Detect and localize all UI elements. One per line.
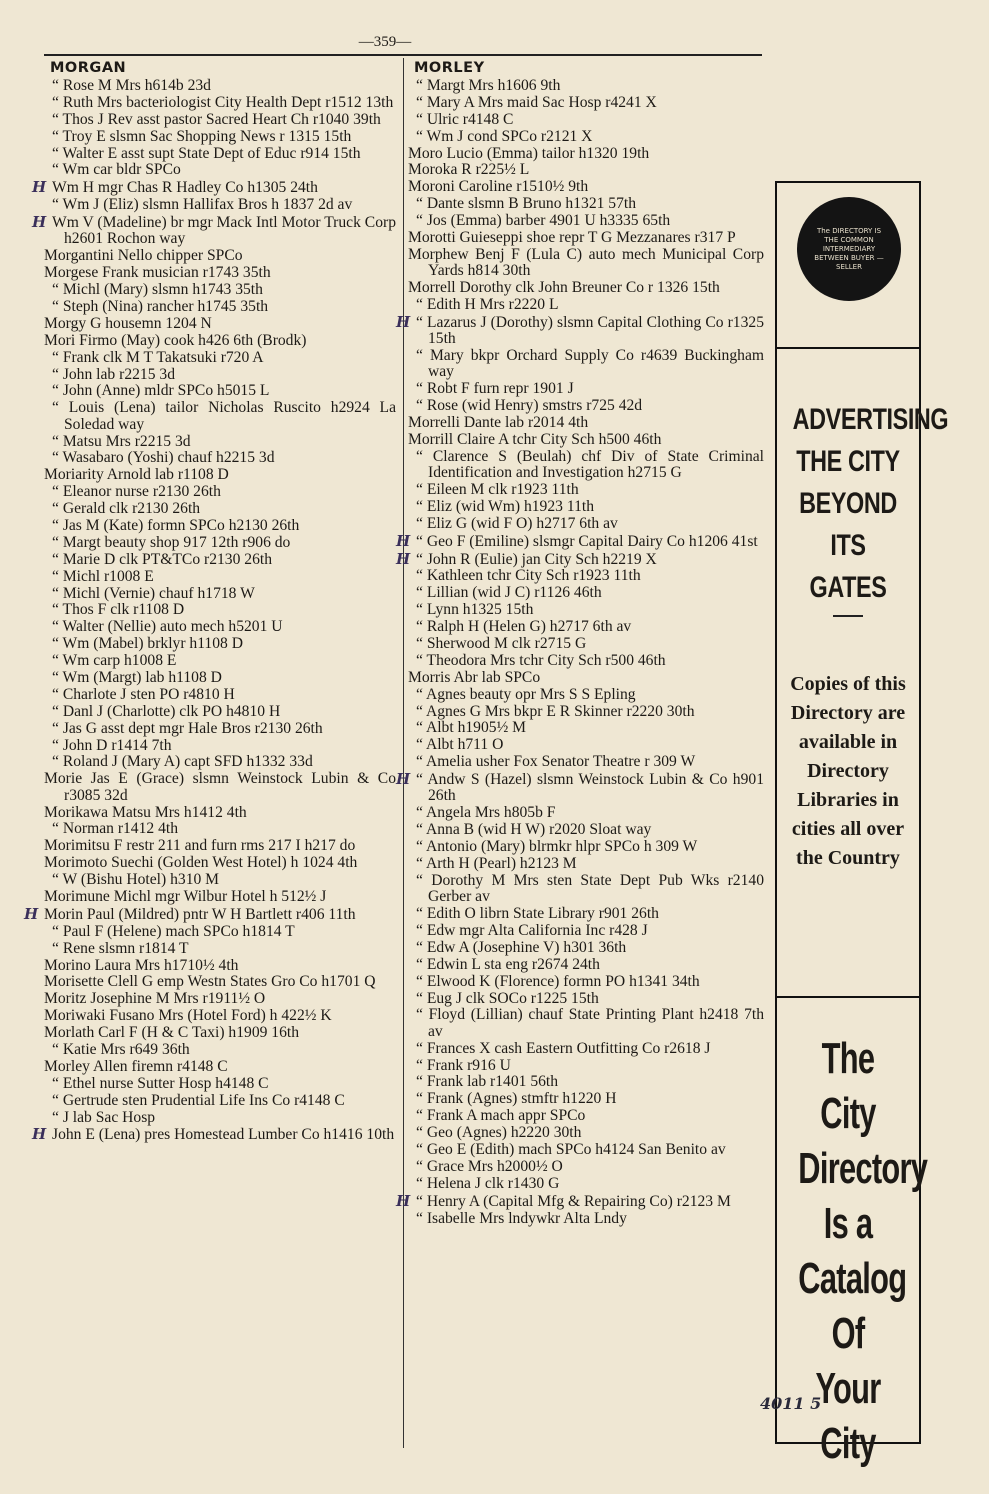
top-rule — [44, 54, 762, 56]
directory-entry — [44, 501, 396, 517]
directory-entry — [408, 415, 764, 431]
directory-entry — [44, 653, 396, 669]
entry-text: “ Kathleen tchr City Sch r1923 11th — [416, 567, 641, 585]
entry-text: “ John (Anne) mldr SPCo h5015 L — [52, 382, 270, 400]
entry-text: “ Ralph H (Helen G) h2717 6th av — [416, 618, 632, 636]
directory-entry — [44, 704, 396, 720]
entry-text: “ Elwood K (Florence) formn PO h1341 34th — [416, 972, 700, 990]
entry-text: “ Eliz (wid Wm) h1923 11th — [416, 497, 594, 515]
entry-text: “ Albt h711 O — [416, 736, 504, 754]
directory-entry — [44, 282, 396, 298]
entry-text: “ Andw S (Hazel) slsmn Weinstock Lubin & Co h901 26th — [416, 771, 764, 805]
directory-entry — [408, 1211, 764, 1227]
entry-text: “ Isabelle Mrs lndywkr Alta Lndy — [416, 1209, 627, 1227]
directory-entry — [408, 1142, 764, 1158]
directory-entry — [408, 704, 764, 720]
directory-entry — [408, 348, 764, 381]
left-column — [24, 58, 396, 1144]
entry-text: “ Agnes beauty opr Mrs S S Epling — [416, 685, 636, 703]
entry-text: “ Eleanor nurse r2130 26th — [52, 483, 221, 501]
entry-text: “ Geo F (Emiline) slsmgr Capital Dairy Co h1206 41st — [416, 532, 758, 550]
copies-available-notice: Copies of this Directory are available in Directory Libraries in cities all over the Country — [790, 673, 906, 869]
entry-text: Moroni Caroline r1510½ 9th — [408, 178, 589, 196]
directory-entry — [44, 974, 396, 990]
directory-entry — [408, 78, 764, 94]
directory-entry — [408, 398, 764, 414]
entry-text: “ Edith O librn State Library r901 26th — [416, 905, 659, 923]
entry-text: “ Wm carp h1008 E — [52, 652, 177, 670]
entry-text: Mori Firmo (May) cook h426 6th (Brodk) — [44, 331, 307, 349]
entry-text: Morimitsu F restr 211 and furn rms 217 I h217 do — [44, 837, 356, 855]
directory-entry — [44, 855, 396, 871]
entry-text: John E (Lena) pres Homestead Lumber Co h1416 10th — [52, 1126, 395, 1144]
left-column-header: MORGAN — [50, 60, 127, 76]
entry-text: “ Frank A mach appr SPCo — [416, 1107, 586, 1125]
entry-text: Moro Lucio (Emma) tailor h1320 19th — [408, 144, 650, 162]
entry-text: “ Gertrude sten Prudential Life Ins Co r4148 C — [52, 1091, 345, 1109]
directory-entry — [44, 738, 396, 754]
directory-entry — [44, 619, 396, 635]
directory-entry — [408, 974, 764, 990]
directory-entry — [44, 687, 396, 703]
directory-entry — [408, 1074, 764, 1090]
directory-entry — [44, 1076, 396, 1092]
directory-entry — [44, 265, 396, 281]
entry-text: Moriarity Arnold lab r1108 D — [44, 466, 229, 484]
directory-entry — [44, 838, 396, 854]
entry-text: “ Michl (Vernie) chauf h1718 W — [52, 584, 255, 602]
entry-text: “ Walter (Nellie) auto mech h5201 U — [52, 618, 283, 636]
entry-text: Wm V (Madeline) br mgr Mack Intl Motor Truck Corp h2601 Rochon way — [52, 214, 396, 248]
directory-entry — [408, 670, 764, 686]
entry-text: “ Margt Mrs h1606 9th — [416, 77, 561, 94]
entry-text: Morin Paul (Mildred) pntr W H Bartlett r406 11th — [44, 905, 356, 923]
directory-entry — [408, 297, 764, 313]
entry-text: “ Frances X cash Eastern Outfitting Co r2618 J — [416, 1039, 711, 1057]
directory-entry — [408, 822, 764, 838]
directory-entry — [408, 95, 764, 111]
entry-text: “ Ulric r4148 C — [416, 110, 514, 128]
directory-entry — [408, 1007, 764, 1040]
directory-entry — [44, 721, 396, 737]
directory-entry — [44, 602, 396, 618]
directory-entry — [408, 162, 764, 178]
left-entry-list — [24, 77, 396, 1144]
directory-entry — [408, 602, 764, 618]
directory-entry: H Morin Paul (Mildred) pntr W H Bartlett r406 11th — [24, 904, 356, 923]
directory-entry — [44, 484, 396, 500]
entry-text: Wm H mgr Chas R Hadley Co h1305 24th — [52, 179, 318, 197]
entry-text: Morphew Benj F (Lula C) auto mech Municipal Corp Yards h814 30th — [408, 245, 764, 280]
directory-entry — [44, 535, 396, 551]
directory-entry — [44, 129, 396, 145]
directory-entry — [408, 636, 764, 652]
directory-entry: H “ Lazarus J (Dorothy) slsmn Capital Clothing Co r1325 15th — [396, 312, 764, 348]
entry-text: Morgese Frank musician r1743 35th — [44, 264, 271, 282]
entry-text: “ Frank (Agnes) stmftr h1220 H — [416, 1090, 617, 1108]
directory-entry — [408, 737, 764, 753]
directory-entry — [44, 1110, 396, 1126]
sidebar-divider — [777, 996, 919, 998]
directory-entry — [44, 569, 396, 585]
directory-entry — [408, 754, 764, 770]
directory-entry — [44, 1008, 396, 1024]
entry-text: “ Edith H Mrs r2220 L — [416, 295, 559, 313]
entry-text: “ Matsu Mrs r2215 3d — [52, 432, 191, 450]
entry-text: “ Norman r1412 4th — [52, 820, 179, 838]
entry-text: Moroka R r225½ L — [408, 161, 530, 179]
directory-entry — [408, 516, 764, 532]
entry-text: “ Amelia usher Fox Senator Theatre r 309 W — [416, 753, 696, 771]
entry-text: “ Marie D clk PT&TCo r2130 26th — [52, 550, 273, 568]
directory-entry — [408, 196, 764, 212]
directory-entry — [408, 720, 764, 736]
directory-entry — [44, 78, 396, 94]
directory-entry — [408, 146, 764, 162]
directory-entry — [408, 1125, 764, 1141]
page-number: —359— — [358, 34, 412, 50]
advertising-slogan: ADVERTISING THE CITY BEYOND ITS GATES — [792, 403, 949, 604]
entry-text: “ Jas M (Kate) formn SPCo h2130 26th — [52, 516, 300, 534]
directory-entry — [44, 552, 396, 568]
directory-entry — [408, 957, 764, 973]
entry-text: Morlath Carl F (H & C Taxi) h1909 16th — [44, 1024, 300, 1042]
entry-text: “ Thos J Rev asst pastor Sacred Heart Ch r1040 39th — [52, 110, 381, 128]
entry-text: “ Rose (wid Henry) smstrs r725 42d — [416, 397, 643, 415]
entry-text: “ Theodora Mrs tchr City Sch r500 46th — [416, 651, 666, 669]
entry-text: Morisette Clell G emp Westn States Gro Co h1701 Q — [44, 973, 376, 991]
entry-text: “ Walter E asst supt State Dept of Educ r914 15th — [52, 144, 361, 162]
directory-entry — [44, 367, 396, 383]
entry-text: “ Floyd (Lillian) chauf State Printing Plant h2418 7th av — [416, 1006, 764, 1040]
directory-entry — [408, 1041, 764, 1057]
entry-text: Morrill Claire A tchr City Sch h500 46th — [408, 430, 662, 448]
directory-entry — [44, 450, 396, 466]
entry-text: “ Clarence S (Beulah) chf Div of State Criminal Identification and Investigation h2715 G — [416, 447, 764, 482]
directory-entry — [44, 872, 396, 888]
directory-entry — [44, 941, 396, 957]
directory-entry — [408, 839, 764, 855]
directory-entry — [44, 518, 396, 534]
directory-entry — [408, 112, 764, 128]
entry-text: “ Michl r1008 E — [52, 567, 154, 585]
directory-entry — [44, 889, 396, 905]
directory-entry — [44, 400, 396, 433]
entry-text: Morgy G housemn 1204 N — [44, 314, 212, 332]
entry-text: Moritz Josephine M Mrs r1911½ O — [44, 990, 266, 1008]
directory-entry — [408, 1108, 764, 1124]
catalog-slogan: The City Directory Is a Catalog Of Your City — [798, 1034, 928, 1468]
entry-text: “ Geo E (Edith) mach SPCo h4124 San Benito av — [416, 1140, 726, 1158]
entry-text: Morino Laura Mrs h1710½ 4th — [44, 956, 239, 974]
directory-entry — [44, 467, 396, 483]
entry-text: “ Robt F furn repr 1901 J — [416, 380, 574, 398]
entry-text: “ Gerald clk r2130 26th — [52, 500, 201, 518]
directory-entry: H John E (Lena) pres Homestead Lumber Co h1416 10th — [32, 1125, 395, 1144]
entry-text: “ Arth H (Pearl) h2123 M — [416, 855, 577, 872]
directory-entry — [44, 95, 396, 111]
directory-entry — [408, 1176, 764, 1192]
entry-text: “ Frank clk M T Takatsuki r720 A — [52, 348, 264, 366]
right-column — [396, 58, 764, 1227]
directory-seal — [797, 197, 901, 301]
directory-entry — [44, 805, 396, 821]
directory-entry — [44, 112, 396, 128]
entry-text: “ J lab Sac Hosp — [52, 1108, 156, 1126]
entry-text: “ Edwin L sta eng r2674 24th — [416, 955, 600, 973]
directory-entry — [408, 129, 764, 145]
directory-entry — [44, 771, 396, 804]
directory-entry — [408, 906, 764, 922]
entry-text: “ Sherwood M clk r2715 G — [416, 635, 587, 653]
directory-entry — [408, 653, 764, 669]
entry-text: “ Eug J clk SOCo r1225 15th — [416, 989, 599, 1007]
entry-text: “ John R (Eulie) jan City Sch h2219 X — [416, 550, 657, 568]
directory-entry — [408, 805, 764, 821]
entry-text: “ Frank r916 U — [416, 1056, 511, 1074]
entry-text: “ Grace Mrs h2000½ O — [416, 1157, 563, 1175]
entry-text: “ Rene slsmn r1814 T — [52, 939, 189, 957]
directory-entry — [44, 197, 396, 213]
directory-entry — [408, 499, 764, 515]
entry-text: “ Wm (Margt) lab h1108 D — [52, 668, 222, 686]
entry-text: “ Frank lab r1401 56th — [416, 1073, 559, 1091]
directory-entry — [408, 230, 764, 246]
entry-text: Morimune Michl mgr Wilbur Hotel h 512½ J — [44, 887, 327, 905]
entry-text: “ Lynn h1325 15th — [416, 601, 534, 619]
entry-text: “ Lazarus J (Dorothy) slsmn Capital Clothing Co r1325 15th — [416, 313, 764, 348]
directory-entry — [408, 247, 764, 280]
directory-entry — [408, 619, 764, 635]
directory-entry — [44, 586, 396, 602]
entry-text: “ Ruth Mrs bacteriologist City Health Dept r1512 13th — [52, 93, 394, 111]
entry-text: “ Wm (Mabel) brklyr h1108 D — [52, 635, 243, 653]
entry-text: “ Katie Mrs r649 36th — [52, 1040, 190, 1058]
sidebar-divider — [777, 347, 919, 349]
directory-entry — [44, 299, 396, 315]
directory-entry — [44, 924, 396, 940]
entry-text: “ Jas G asst dept mgr Hale Bros r2130 26th — [52, 719, 323, 737]
entry-text: “ Rose M Mrs h614b 23d — [52, 77, 211, 94]
directory-entry: H “ Geo F (Emiline) slsmgr Capital Dairy Co h1206 41st — [396, 531, 758, 550]
entry-text: “ Helena J clk r1430 G — [416, 1174, 560, 1192]
directory-entry — [408, 991, 764, 1007]
directory-entry — [44, 1093, 396, 1109]
directory-entry — [44, 248, 396, 264]
directory-entry — [408, 1058, 764, 1074]
entry-text: “ Danl J (Charlotte) clk PO h4810 H — [52, 702, 281, 720]
entry-text: “ Henry A (Capital Mfg & Repairing Co) r2123 M — [416, 1192, 731, 1210]
entry-text: “ Wasabaro (Yoshi) chauf h2215 3d — [52, 449, 275, 467]
entry-text: “ Edw A (Josephine V) h301 36th — [416, 938, 627, 956]
directory-entry — [44, 1025, 396, 1041]
entry-text: “ Geo (Agnes) h2220 30th — [416, 1124, 582, 1142]
directory-entry: H “ Andw S (Hazel) slsmn Weinstock Lubin & Co h901 26th — [396, 770, 764, 805]
entry-text: “ Charlote J sten PO r4810 H — [52, 685, 235, 703]
entry-text: “ Angela Mrs h805b F — [416, 804, 556, 822]
directory-entry — [44, 333, 396, 349]
entry-text: “ Roland J (Mary A) capt SFD h1332 33d — [52, 753, 313, 771]
directory-entry — [408, 1159, 764, 1175]
directory-entry — [408, 568, 764, 584]
seal-text: The DIRECTORY IS THE COMMON INTERMEDIARY BETWEEN BUYER — SELLER — [814, 226, 884, 271]
directory-entry — [408, 873, 764, 906]
entry-text: “ W (Bishu Hotel) h310 M — [52, 871, 220, 889]
directory-entry — [44, 1059, 396, 1075]
handwritten-note: 4011 5 — [760, 1394, 822, 1413]
entry-text: “ Jos (Emma) barber 4901 U h3335 65th — [416, 212, 671, 230]
directory-entry — [44, 821, 396, 837]
entry-text: “ Paul F (Helene) mach SPCo h1814 T — [52, 922, 295, 940]
directory-entry — [408, 482, 764, 498]
entry-text: Morrell Dorothy clk John Breuner Co r 1326 15th — [408, 279, 720, 297]
entry-text: “ Edw mgr Alta California Inc r428 J — [416, 921, 648, 939]
entry-text: “ Anna B (wid H W) r2020 Sloat way — [416, 821, 652, 839]
entry-text: “ John lab r2215 3d — [52, 365, 175, 383]
directory-entry: H “ John R (Eulie) jan City Sch h2219 X — [396, 549, 657, 568]
column-divider — [403, 58, 404, 1448]
directory-entry — [408, 856, 764, 872]
directory-entry — [44, 383, 396, 399]
directory-entry — [44, 636, 396, 652]
entry-text: “ Albt h1905½ M — [416, 719, 527, 737]
directory-entry — [408, 923, 764, 939]
directory-entry — [408, 1091, 764, 1107]
directory-entry — [44, 162, 396, 178]
directory-entry — [44, 670, 396, 686]
entry-text: “ Thos F clk r1108 D — [52, 601, 185, 619]
entry-text: Morris Abr lab SPCo — [408, 668, 541, 686]
entry-text: “ Wm J (Eliz) slsmn Hallifax Bros h 1837 2d av — [52, 196, 353, 214]
entry-text: “ Eliz G (wid F O) h2717 6th av — [416, 514, 618, 532]
entry-text: Morgantini Nello chipper SPCo — [44, 247, 243, 265]
entry-text: “ Wm J cond SPCo r2121 X — [416, 127, 593, 145]
entry-text: Morikawa Matsu Mrs h1412 4th — [44, 803, 247, 821]
directory-entry — [44, 434, 396, 450]
directory-entry — [44, 350, 396, 366]
directory-entry: H “ Henry A (Capital Mfg & Repairing Co) r2123 M — [396, 1191, 731, 1210]
directory-entry — [408, 585, 764, 601]
directory-entry — [408, 213, 764, 229]
entry-text: “ Troy E slsmn Sac Shopping News r 1315 15th — [52, 127, 352, 145]
directory-entry — [44, 754, 396, 770]
entry-text: Morley Allen firemn r4148 C — [44, 1057, 228, 1075]
entry-text: Morie Jas E (Grace) slsmn Weinstock Lubin & Co r3085 32d — [44, 770, 396, 804]
entry-text: “ Steph (Nina) rancher h1745 35th — [52, 297, 269, 315]
directory-entry — [408, 687, 764, 703]
directory-entry — [408, 179, 764, 195]
entry-text: “ Mary A Mrs maid Sac Hosp r4241 X — [416, 93, 657, 111]
directory-entry — [408, 940, 764, 956]
entry-text: “ Dorothy M Mrs sten State Dept Pub Wks r2140 Gerber av — [416, 871, 764, 906]
entry-text: Morimoto Suechi (Golden West Hotel) h 1024 4th — [44, 854, 358, 872]
entry-text: “ Dante slsmn B Bruno h1321 57th — [416, 195, 637, 213]
entry-text: Moriwaki Fusano Mrs (Hotel Ford) h 422½ K — [44, 1007, 332, 1025]
advertising-sidebar — [775, 181, 949, 1468]
directory-entry — [44, 991, 396, 1007]
directory-entry — [44, 958, 396, 974]
entry-text: “ Margt beauty shop 917 12th r906 do — [52, 533, 291, 551]
entry-text: “ Ethel nurse Sutter Hosp h4148 C — [52, 1074, 269, 1092]
sidebar-dash — [833, 615, 863, 617]
entry-text: Morrelli Dante lab r2014 4th — [408, 414, 589, 432]
directory-entry — [44, 146, 396, 162]
entry-text: “ Antonio (Mary) blrmkr hlpr SPCo h 309 W — [416, 838, 698, 856]
entry-text: “ Lillian (wid J C) r1126 46th — [416, 584, 602, 602]
directory-entry — [408, 280, 764, 296]
directory-entry: H Wm H mgr Chas R Hadley Co h1305 24th — [32, 178, 318, 197]
directory-entry — [44, 316, 396, 332]
entry-text: “ Louis (Lena) tailor Nicholas Ruscito h2924 La Soledad way — [52, 399, 396, 433]
entry-text: “ Mary bkpr Orchard Supply Co r4639 Buckingham way — [416, 347, 764, 381]
directory-entry — [44, 1042, 396, 1058]
entry-text: “ Wm car bldr SPCo — [52, 161, 181, 179]
entry-text: Morotti Guieseppi shoe repr T G Mezzanares r317 P — [408, 229, 736, 247]
entry-text: “ Michl (Mary) slsmn h1743 35th — [52, 281, 263, 299]
right-entry-list — [396, 77, 764, 1227]
directory-entry — [408, 381, 764, 397]
entry-text: “ Agnes G Mrs bkpr E R Skinner r2220 30th — [416, 702, 695, 720]
entry-text: “ Eileen M clk r1923 11th — [416, 481, 579, 498]
directory-entry: H Wm V (Madeline) br mgr Mack Intl Motor Truck Corp h2601 Rochon way — [32, 213, 396, 248]
entry-text: “ John D r1414 7th — [52, 736, 172, 754]
directory-entry — [408, 449, 764, 482]
directory-entry — [408, 432, 764, 448]
right-column-header: MORLEY — [414, 60, 485, 76]
